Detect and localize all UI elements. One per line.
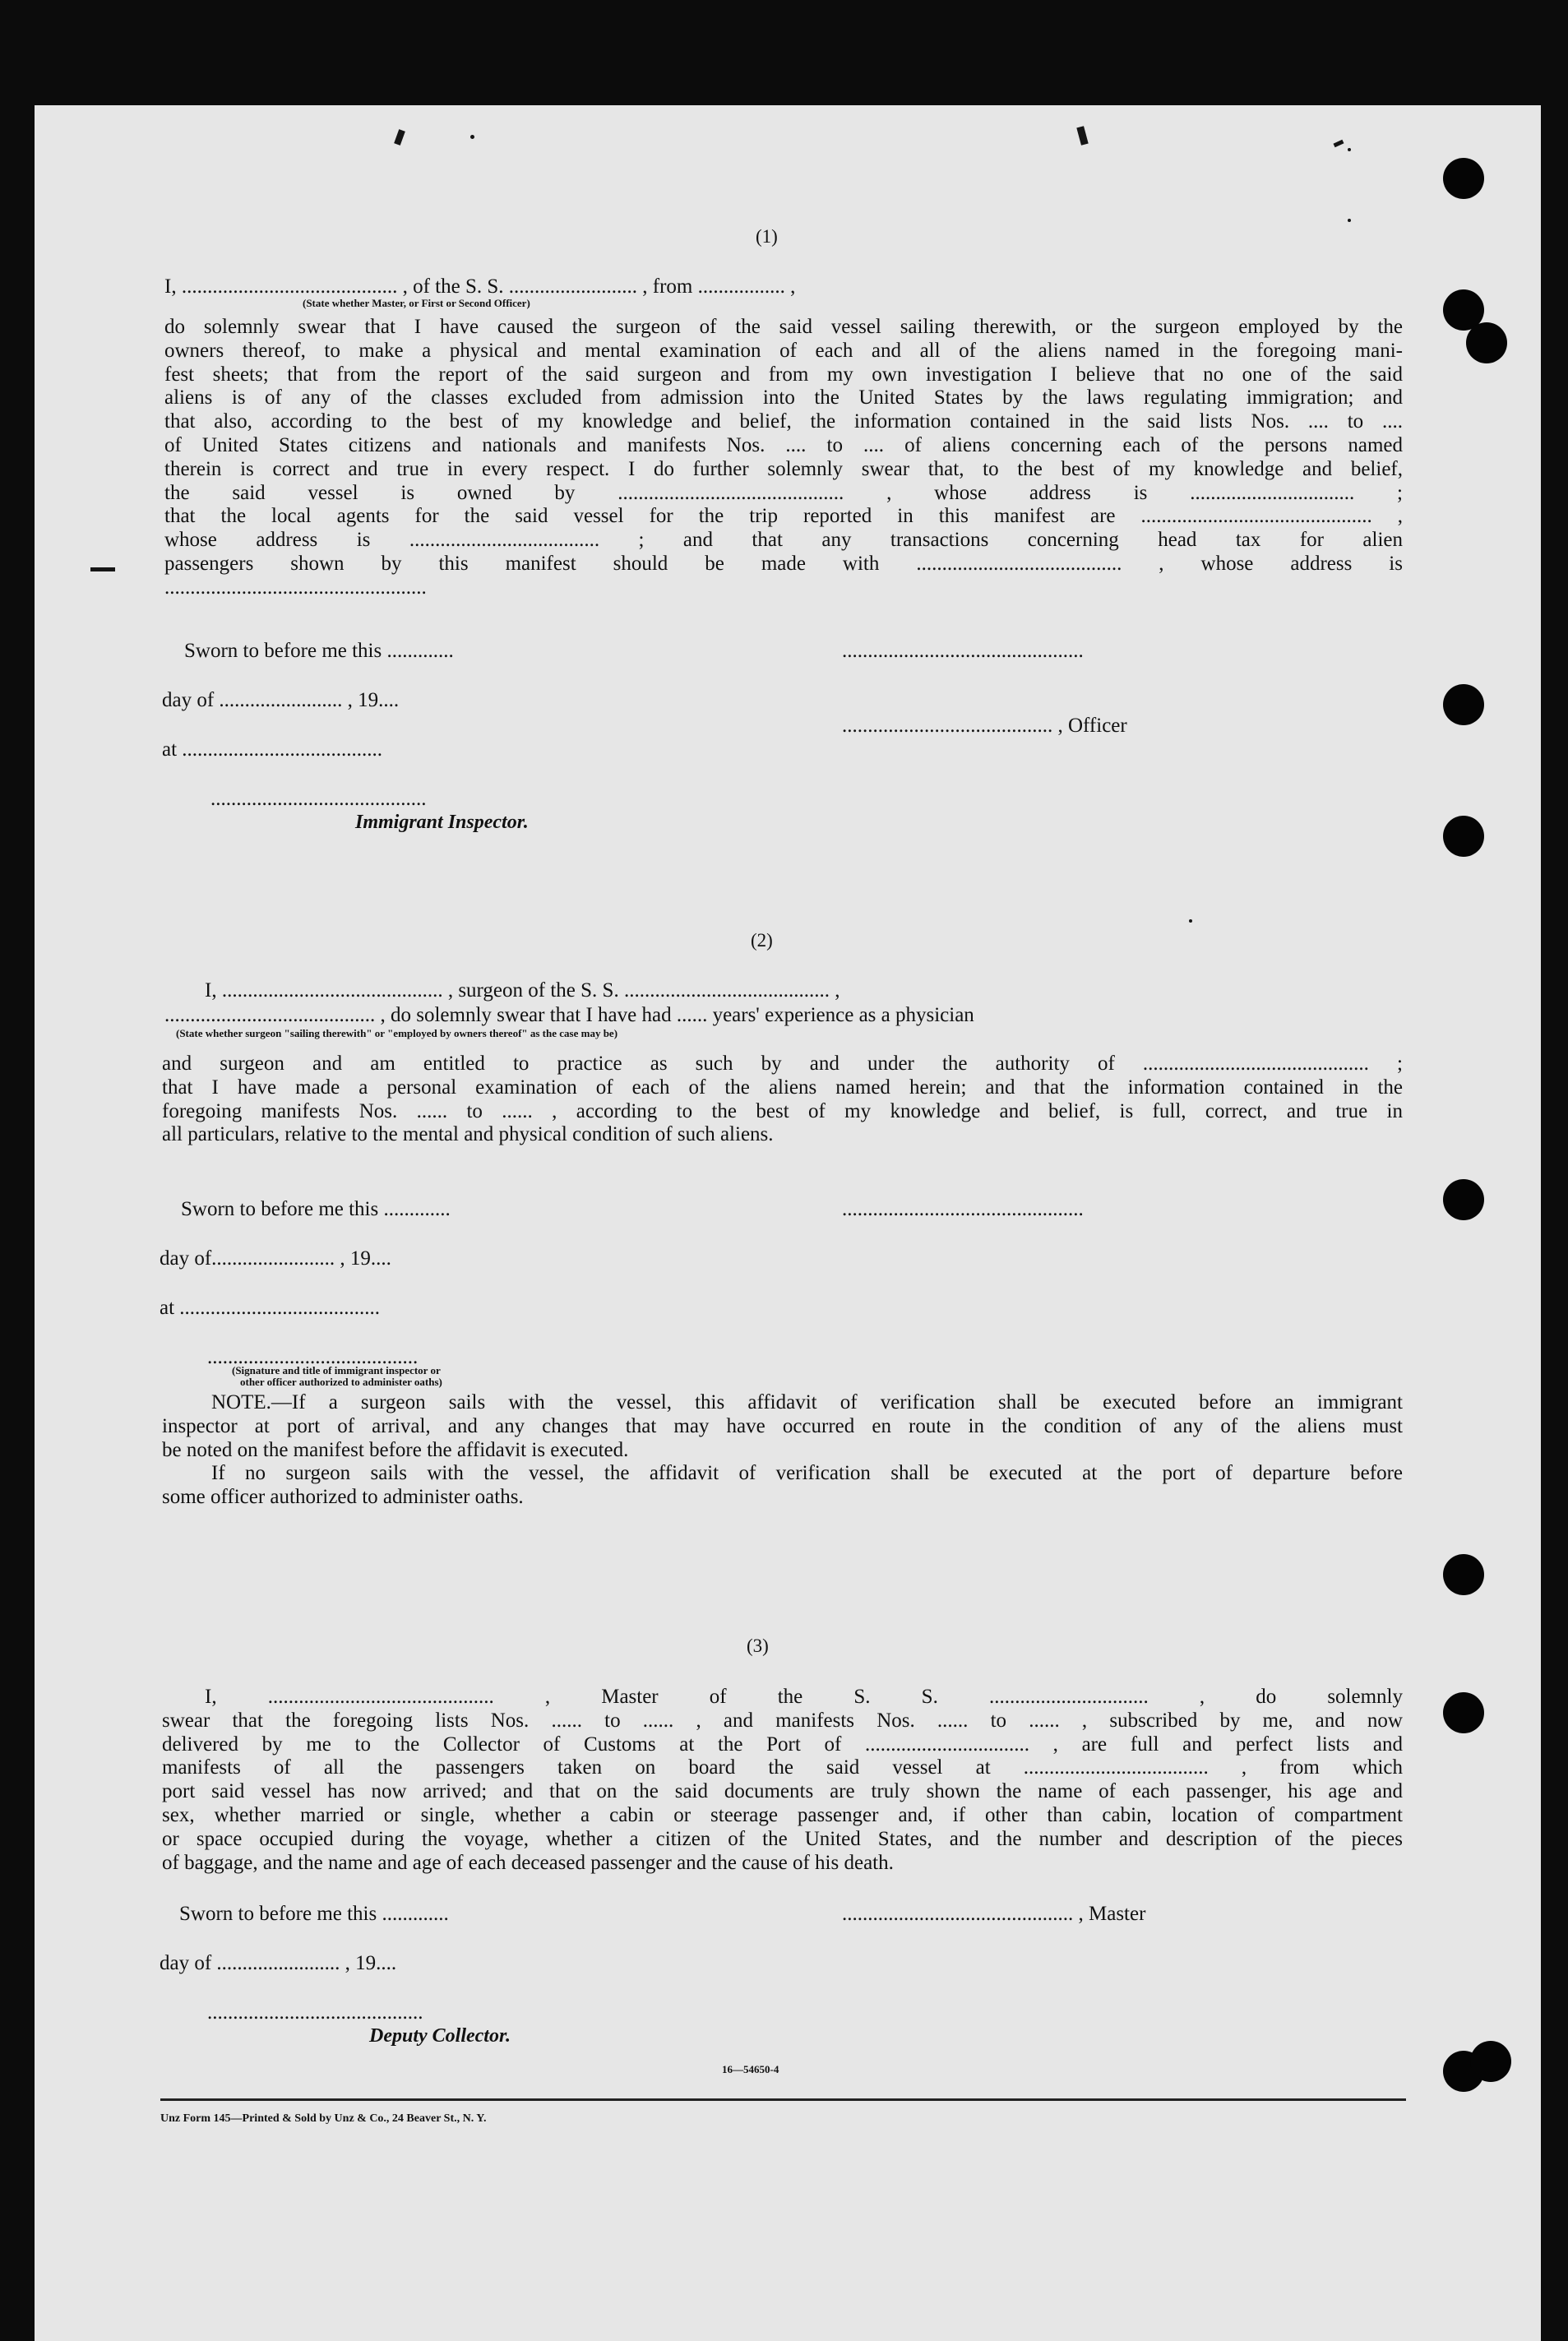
paragraph-line: delivered by me to the Collector of Customs at the Port of ................................ , are full and perfect lists and — [162, 1733, 1403, 1756]
paragraph-line: ................................................... — [164, 576, 427, 599]
scan-speck — [394, 129, 405, 146]
scan-speck — [1348, 219, 1351, 222]
section-1-paragraph — [164, 316, 1403, 600]
section-3-number: (3) — [747, 1635, 769, 1656]
paragraph-line: sex, whether married or single, whether a cabin or steerage passenger and, if other than cabin, location of compartment — [162, 1803, 1403, 1826]
paragraph-line: that the local agents for the said vessel for the trip reported in this manifest are ............................................. , — [164, 505, 1403, 528]
paragraph-line: passengers shown by this manifest should be made with ........................................ , whose address is — [164, 552, 1403, 575]
scan-speck — [470, 135, 474, 139]
sworn-line: Sworn to before me this ............. — [179, 1903, 449, 1925]
scan-speck — [90, 567, 115, 571]
form-sheet — [35, 105, 1541, 2341]
inspector-signature-dots: ......................................... — [207, 1346, 419, 1368]
section-1-number: (1) — [756, 226, 778, 247]
collector-signature-label: Deputy Collector. — [369, 2025, 511, 2047]
inspector-signature-label: Immigrant Inspector. — [355, 812, 529, 833]
section-2-number: (2) — [751, 930, 773, 951]
day-line: day of........................ , 19.... — [160, 1247, 391, 1270]
paragraph-line: the said vessel is owned by ............................................ , whose address is ................................ ; — [164, 481, 1403, 504]
section-1-officer-note: (State whether Master, or First or Second Officer) — [303, 297, 530, 309]
scan-speck — [1189, 919, 1192, 923]
paragraph-line: aliens is of any of the classes excluded from admission into the United States by the laws regulating immigration; and — [164, 386, 1403, 409]
paragraph-line: fest sheets; that from the report of the said surgeon and from my own investigation I believe that no one of the said — [164, 363, 1403, 386]
signature-note: other officer authorized to administer oaths) — [240, 1376, 442, 1388]
sworn-line: Sworn to before me this ............. — [184, 640, 454, 662]
footer-rule — [160, 2098, 1406, 2101]
paragraph-line: or space occupied during the voyage, whether a citizen of the United States, and the number and description of the pieces — [162, 1827, 1403, 1850]
punch-hole — [1443, 1554, 1484, 1595]
paragraph-line: port said vessel has now arrived; and that on the said documents are truly shown the name of each passenger, his age and — [162, 1780, 1403, 1803]
at-line: at ....................................... — [160, 1297, 381, 1319]
note-line: NOTE.—If a surgeon sails with the vessel, this affidavit of verification shall be executed before an immigrant — [211, 1391, 1403, 1413]
section-2-experience-line: ......................................... , do solemnly swear that I have had ...... years' experience as a physician — [164, 1004, 974, 1026]
paragraph-line: do solemnly swear that I have caused the surgeon of the said vessel sailing therewith, or the surgeon employed by the — [164, 316, 1403, 338]
at-line: at ....................................... — [162, 738, 383, 761]
section-3-paragraph — [162, 1686, 1403, 1875]
officer-signature-dots: ............................................... — [842, 640, 1084, 662]
paragraph-line: I, ............................................ , Master of the S. S. ............................... , do solemnly — [205, 1686, 1403, 1708]
paragraph-line: foregoing manifests Nos. ...... to ...... , according to the best of my knowledge and belief, is full, correct, and true in — [162, 1099, 1403, 1122]
printer-imprint: Unz Form 145—Printed & Sold by Unz & Co., 24 Beaver St., N. Y. — [160, 2112, 487, 2125]
punch-hole — [1443, 816, 1484, 857]
punch-hole — [1443, 158, 1484, 199]
note-line: be noted on the manifest before the affidavit is executed. — [162, 1438, 629, 1461]
sworn-line: Sworn to before me this ............. — [181, 1198, 451, 1220]
print-code: 16—54650-4 — [722, 2063, 779, 2075]
paragraph-line: manifests of all the passengers taken on board the said vessel at .................................... , from which — [162, 1756, 1403, 1779]
scan-speck — [1348, 148, 1351, 151]
paragraph-line: and surgeon and am entitled to practice as such by and under the authority of ............................................ ; — [162, 1053, 1403, 1075]
note-line: If no surgeon sails with the vessel, the affidavit of verification shall be executed at the port of departure before — [211, 1462, 1403, 1485]
punch-hole — [1443, 684, 1484, 725]
day-line: day of ........................ , 19.... — [162, 689, 400, 711]
note-line: inspector at port of arrival, and any changes that may have occurred en route in the condition of any of the aliens must — [162, 1414, 1403, 1437]
punch-hole — [1443, 1179, 1484, 1220]
collector-signature-dots: .......................................... — [207, 2001, 423, 2024]
paragraph-line: whose address is ..................................... ; and that any transactions concerning head tax for alien — [164, 529, 1403, 552]
master-signature-line: ............................................. , Master — [842, 1903, 1146, 1925]
section-1-oath-line: I, .......................................... , of the S. S. ......................... , from ................. , — [164, 275, 796, 298]
paragraph-line: of United States citizens and nationals and manifests Nos. .... to .... of aliens concerning each of the persons named — [164, 433, 1403, 456]
officer-signature-line: ......................................... , Officer — [842, 715, 1127, 737]
section-2-paragraph — [162, 1053, 1403, 1147]
section-2-oath-line: I, ........................................... , surgeon of the S. S. ........................................ , — [205, 979, 840, 1002]
section-2-note — [162, 1391, 1403, 1510]
officer-signature-dots: ............................................... — [842, 1198, 1084, 1220]
punch-hole — [1466, 322, 1507, 363]
paragraph-line: all particulars, relative to the mental and physical condition of such aliens. — [162, 1123, 774, 1146]
punch-hole — [1470, 2041, 1511, 2082]
scan-speck — [1334, 140, 1344, 148]
paragraph-line: owners thereof, to make a physical and mental examination of each and all of the aliens named in the foregoing mani- — [164, 339, 1403, 362]
paragraph-line: that I have made a personal examination of each of the aliens named herein; and that the information contained in the — [162, 1076, 1403, 1099]
paragraph-line: therein is correct and true in every respect. I do further solemnly swear that, to the best of my knowledge and belief, — [164, 457, 1403, 480]
punch-hole — [1443, 1692, 1484, 1733]
paragraph-line: swear that the foregoing lists Nos. ...... to ...... , and manifests Nos. ...... to ...... , subscribed by me, and now — [162, 1709, 1403, 1732]
paragraph-line: of baggage, and the name and age of each deceased passenger and the cause of his death. — [162, 1851, 894, 1874]
signature-note: (Signature and title of immigrant inspector or — [232, 1364, 441, 1376]
paragraph-line: that also, according to the best of my knowledge and belief, the information contained in the said lists Nos. .... to .... — [164, 410, 1403, 433]
day-line: day of ........................ , 19.... — [160, 1952, 397, 1974]
note-line: some officer authorized to administer oaths. — [162, 1486, 524, 1509]
scan-speck — [1076, 126, 1088, 146]
inspector-signature-dots: .......................................... — [210, 788, 427, 810]
section-2-surgeon-note: (State whether surgeon "sailing therewith" or "employed by owners thereof" as the case may be) — [176, 1027, 618, 1039]
